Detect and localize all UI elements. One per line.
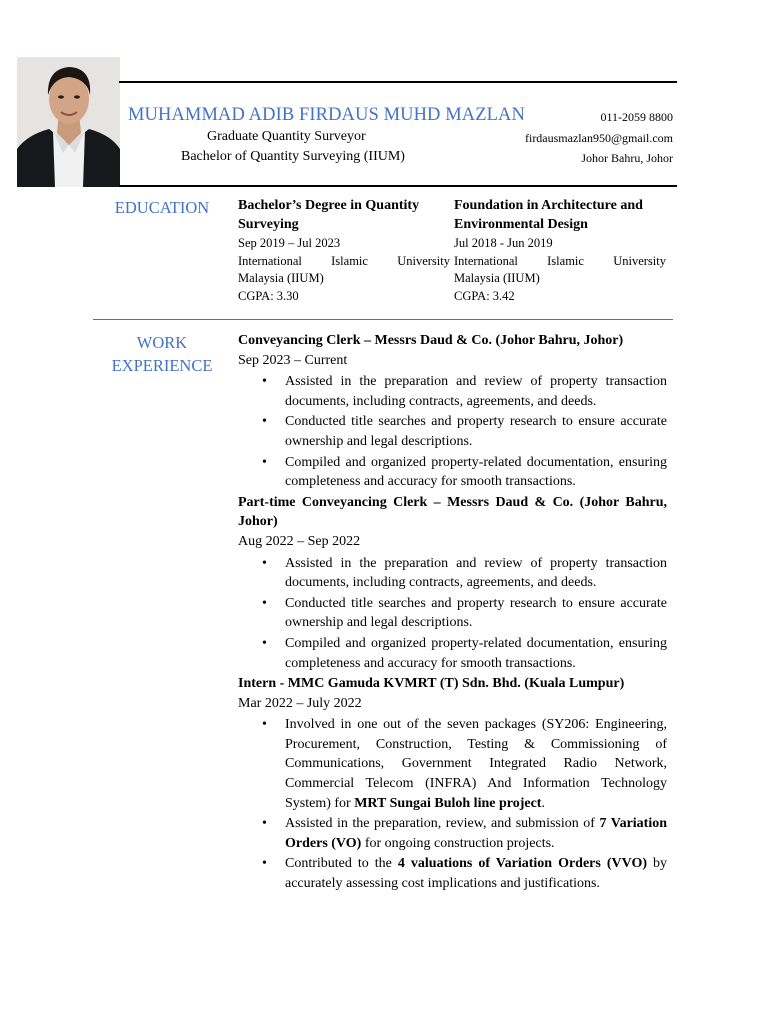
bullet-text: Involved in one out of the seven packages (SY206: Engineering, Procurement, Construction, Testing & Commissioning of Communications, Government Integrated Radio Network, Commercial Telecom (INFRA) And Information Technology System) for (285, 717, 667, 811)
job-bullet (285, 715, 667, 813)
education-institution: International Islamic University (454, 253, 666, 268)
job-entry (238, 493, 667, 673)
bullet-text: Assisted in the preparation, review, and submission of (285, 816, 595, 832)
job-entry-dates: Aug 2022 – Sep 2022 (238, 533, 361, 549)
bullet-text: by accurately assessing cost implications and justifications. (285, 856, 668, 892)
education-institution-cont: Malaysia (IIUM) (238, 271, 324, 285)
bullet-end: . (541, 795, 545, 811)
job-bullet: • Assisted in the preparation and review of property transaction documents, including contracts, agreements, and deeds. (285, 554, 667, 593)
job-entry-dates: Sep 2023 – Current (238, 352, 348, 368)
education-cgpa: CGPA: 3.42 (454, 288, 515, 303)
header-bottom-rule (119, 185, 677, 187)
education-institution: International Islamic University (238, 253, 450, 268)
job-bullet: • Conducted title searches and property research to ensure accurate ownership and legal descriptions. (285, 412, 667, 451)
job-entry-title: Intern - MMC Gamuda KVMRT (T) Sdn. Bhd. (Kuala Lumpur) (238, 676, 625, 692)
degree-title: Bachelor of Quantity Surveying (IIUM) (181, 149, 405, 164)
work-experience-list (238, 331, 667, 895)
bullet-emphasis: MRT Sungai Buloh line project (354, 795, 542, 811)
job-bullet (285, 814, 667, 853)
education-dates: Sep 2019 – Jul 2023 (238, 236, 341, 250)
education-cgpa: CGPA: 3.30 (238, 288, 299, 303)
education-institution-cont: Malaysia (IIUM) (454, 271, 540, 285)
location: Johor Bahru, Johor (581, 151, 673, 165)
candidate-name: MUHAMMAD ADIB FIRDAUS MUHD MAZLAN (128, 105, 525, 125)
education-dates: Jul 2018 - Jun 2019 (454, 236, 553, 250)
header-top-rule (119, 81, 677, 83)
phone-number: 011-2059 8800 (600, 110, 673, 124)
email-address: firdausmazlan950@gmail.com (524, 131, 673, 145)
job-entry-dates: Mar 2022 – July 2022 (238, 695, 362, 711)
job-bullet: • Compiled and organized property-related documentation, ensuring completeness and accuracy for smooth transactions. (285, 453, 667, 492)
education-entry (454, 196, 666, 305)
job-entry-title: Part-time Conveyancing Clerk – Messrs Daud & Co. (Johor Bahru, Johor) (238, 494, 667, 530)
job-entry (238, 674, 667, 894)
section-divider (93, 319, 673, 320)
bullet-text: Contributed to the (285, 856, 392, 872)
job-bullet: • Compiled and organized property-related documentation, ensuring completeness and accuracy for smooth transactions. (285, 634, 667, 673)
profile-photo (17, 57, 120, 187)
job-bullet: • Conducted title searches and property research to ensure accurate ownership and legal descriptions. (285, 594, 667, 633)
education-degree: Foundation in Architecture and Environmental Design (454, 198, 643, 232)
job-bullet: • Assisted in the preparation and review of property transaction documents, including contracts, agreements, and deeds. (285, 372, 667, 411)
job-title: Graduate Quantity Surveyor (207, 129, 366, 144)
job-entry (238, 331, 667, 492)
bullet-text: for ongoing construction projects. (364, 835, 555, 851)
bullet-emphasis: 4 valuations of Variation Orders (VVO) (397, 856, 647, 872)
education-entry (238, 196, 450, 305)
bullet-emphasis: 7 Variation Orders (VO) (285, 816, 668, 851)
education-degree: Bachelor’s Degree in Quantity Surveying (238, 198, 420, 232)
job-entry-title: Conveyancing Clerk – Messrs Daud & Co. (Johor Bahru, Johor) (238, 333, 624, 348)
job-bullet (285, 854, 667, 893)
education-heading: EDUCATION (114, 198, 210, 217)
work-experience-heading: WORK EXPERIENCE (111, 333, 213, 375)
